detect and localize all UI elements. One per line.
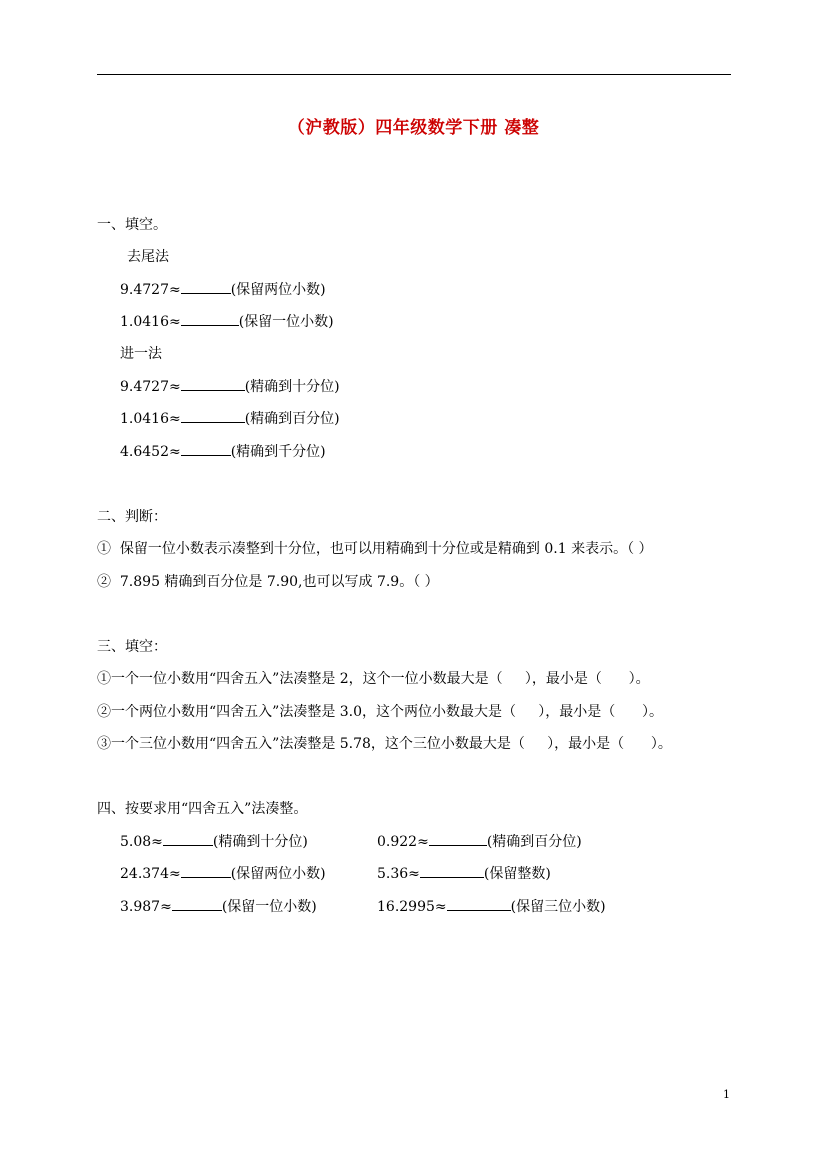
answer-blank[interactable] xyxy=(181,378,245,391)
expr: 24.374≈ xyxy=(120,866,181,882)
header-rule xyxy=(97,74,731,75)
answer-blank[interactable] xyxy=(181,865,231,878)
requirement: (保留三位小数) xyxy=(510,899,606,915)
expr: 3.987≈ xyxy=(120,899,172,915)
requirement: (精确到十分位) xyxy=(244,379,340,395)
question-4 xyxy=(120,410,340,428)
fill-item-3: ③一个三位小数用“四舍五入”法凑整是 5.78，这个三位小数最大是（ ），最小是（ ）。 xyxy=(97,736,672,752)
expr: 4.6452≈ xyxy=(120,444,181,460)
requirement: (保留两位小数) xyxy=(230,866,326,882)
rounding-3 xyxy=(120,865,326,883)
expr: 9.4727≈ xyxy=(120,379,181,395)
fill-item-2: ②一个两位小数用“四舍五入”法凑整是 3.0，这个两位小数最大是（ ），最小是（ ）。 xyxy=(97,704,663,720)
requirement: (精确到千分位) xyxy=(230,444,326,460)
requirement: (保留两位小数) xyxy=(230,282,326,298)
section4-heading: 四、按要求用“四舍五入”法凑整。 xyxy=(97,801,308,817)
section2-heading: 二、判断： xyxy=(97,509,167,525)
requirement: (保留整数) xyxy=(483,866,551,882)
expr: 16.2995≈ xyxy=(377,899,447,915)
expr: 0.922≈ xyxy=(377,834,429,850)
question-5 xyxy=(120,443,326,461)
expr: 9.4727≈ xyxy=(120,282,181,298)
rounding-5 xyxy=(120,898,317,916)
judgement-2: ② 7.895 精确到百分位是 7.90,也可以写成 7.9。（ ） xyxy=(97,574,439,590)
answer-blank[interactable] xyxy=(181,410,245,423)
answer-blank[interactable] xyxy=(181,281,231,294)
requirement: (保留一位小数) xyxy=(238,314,334,330)
answer-blank[interactable] xyxy=(181,313,239,326)
expr: 5.36≈ xyxy=(377,866,420,882)
answer-blank[interactable] xyxy=(447,898,511,911)
section3-heading: 三、填空： xyxy=(97,639,167,655)
judgement-1: ① 保留一位小数表示凑整到十分位，也可以用精确到十分位或是精确到 0.1 来表示。（ ） xyxy=(97,541,653,557)
requirement: (精确到百分位) xyxy=(244,411,340,427)
question-2 xyxy=(120,313,334,331)
rounding-6 xyxy=(377,898,606,916)
page-number: 1 xyxy=(723,1088,730,1101)
page-title: （沪教版）四年级数学下册 凑整 xyxy=(287,118,540,138)
requirement: (精确到十分位) xyxy=(212,834,308,850)
fill-item-1: ①一个一位小数用“四舍五入”法凑整是 2，这个一位小数最大是（ ），最小是（ ）。 xyxy=(97,671,650,687)
requirement: (保留一位小数) xyxy=(221,899,317,915)
expr: 1.0416≈ xyxy=(120,314,181,330)
rounding-2 xyxy=(377,833,582,851)
method-truncate-label: 去尾法 xyxy=(127,249,169,265)
rounding-1 xyxy=(120,833,308,851)
answer-blank[interactable] xyxy=(163,833,213,846)
method-round-up-label: 进一法 xyxy=(120,346,162,362)
expr: 5.08≈ xyxy=(120,834,163,850)
question-3 xyxy=(120,378,340,396)
question-1 xyxy=(120,281,326,299)
expr: 1.0416≈ xyxy=(120,411,181,427)
section1-heading: 一、填空。 xyxy=(97,217,167,233)
answer-blank[interactable] xyxy=(420,865,484,878)
rounding-4 xyxy=(377,865,551,883)
answer-blank[interactable] xyxy=(172,898,222,911)
answer-blank[interactable] xyxy=(181,443,231,456)
requirement: (精确到百分位) xyxy=(486,834,582,850)
answer-blank[interactable] xyxy=(429,833,487,846)
